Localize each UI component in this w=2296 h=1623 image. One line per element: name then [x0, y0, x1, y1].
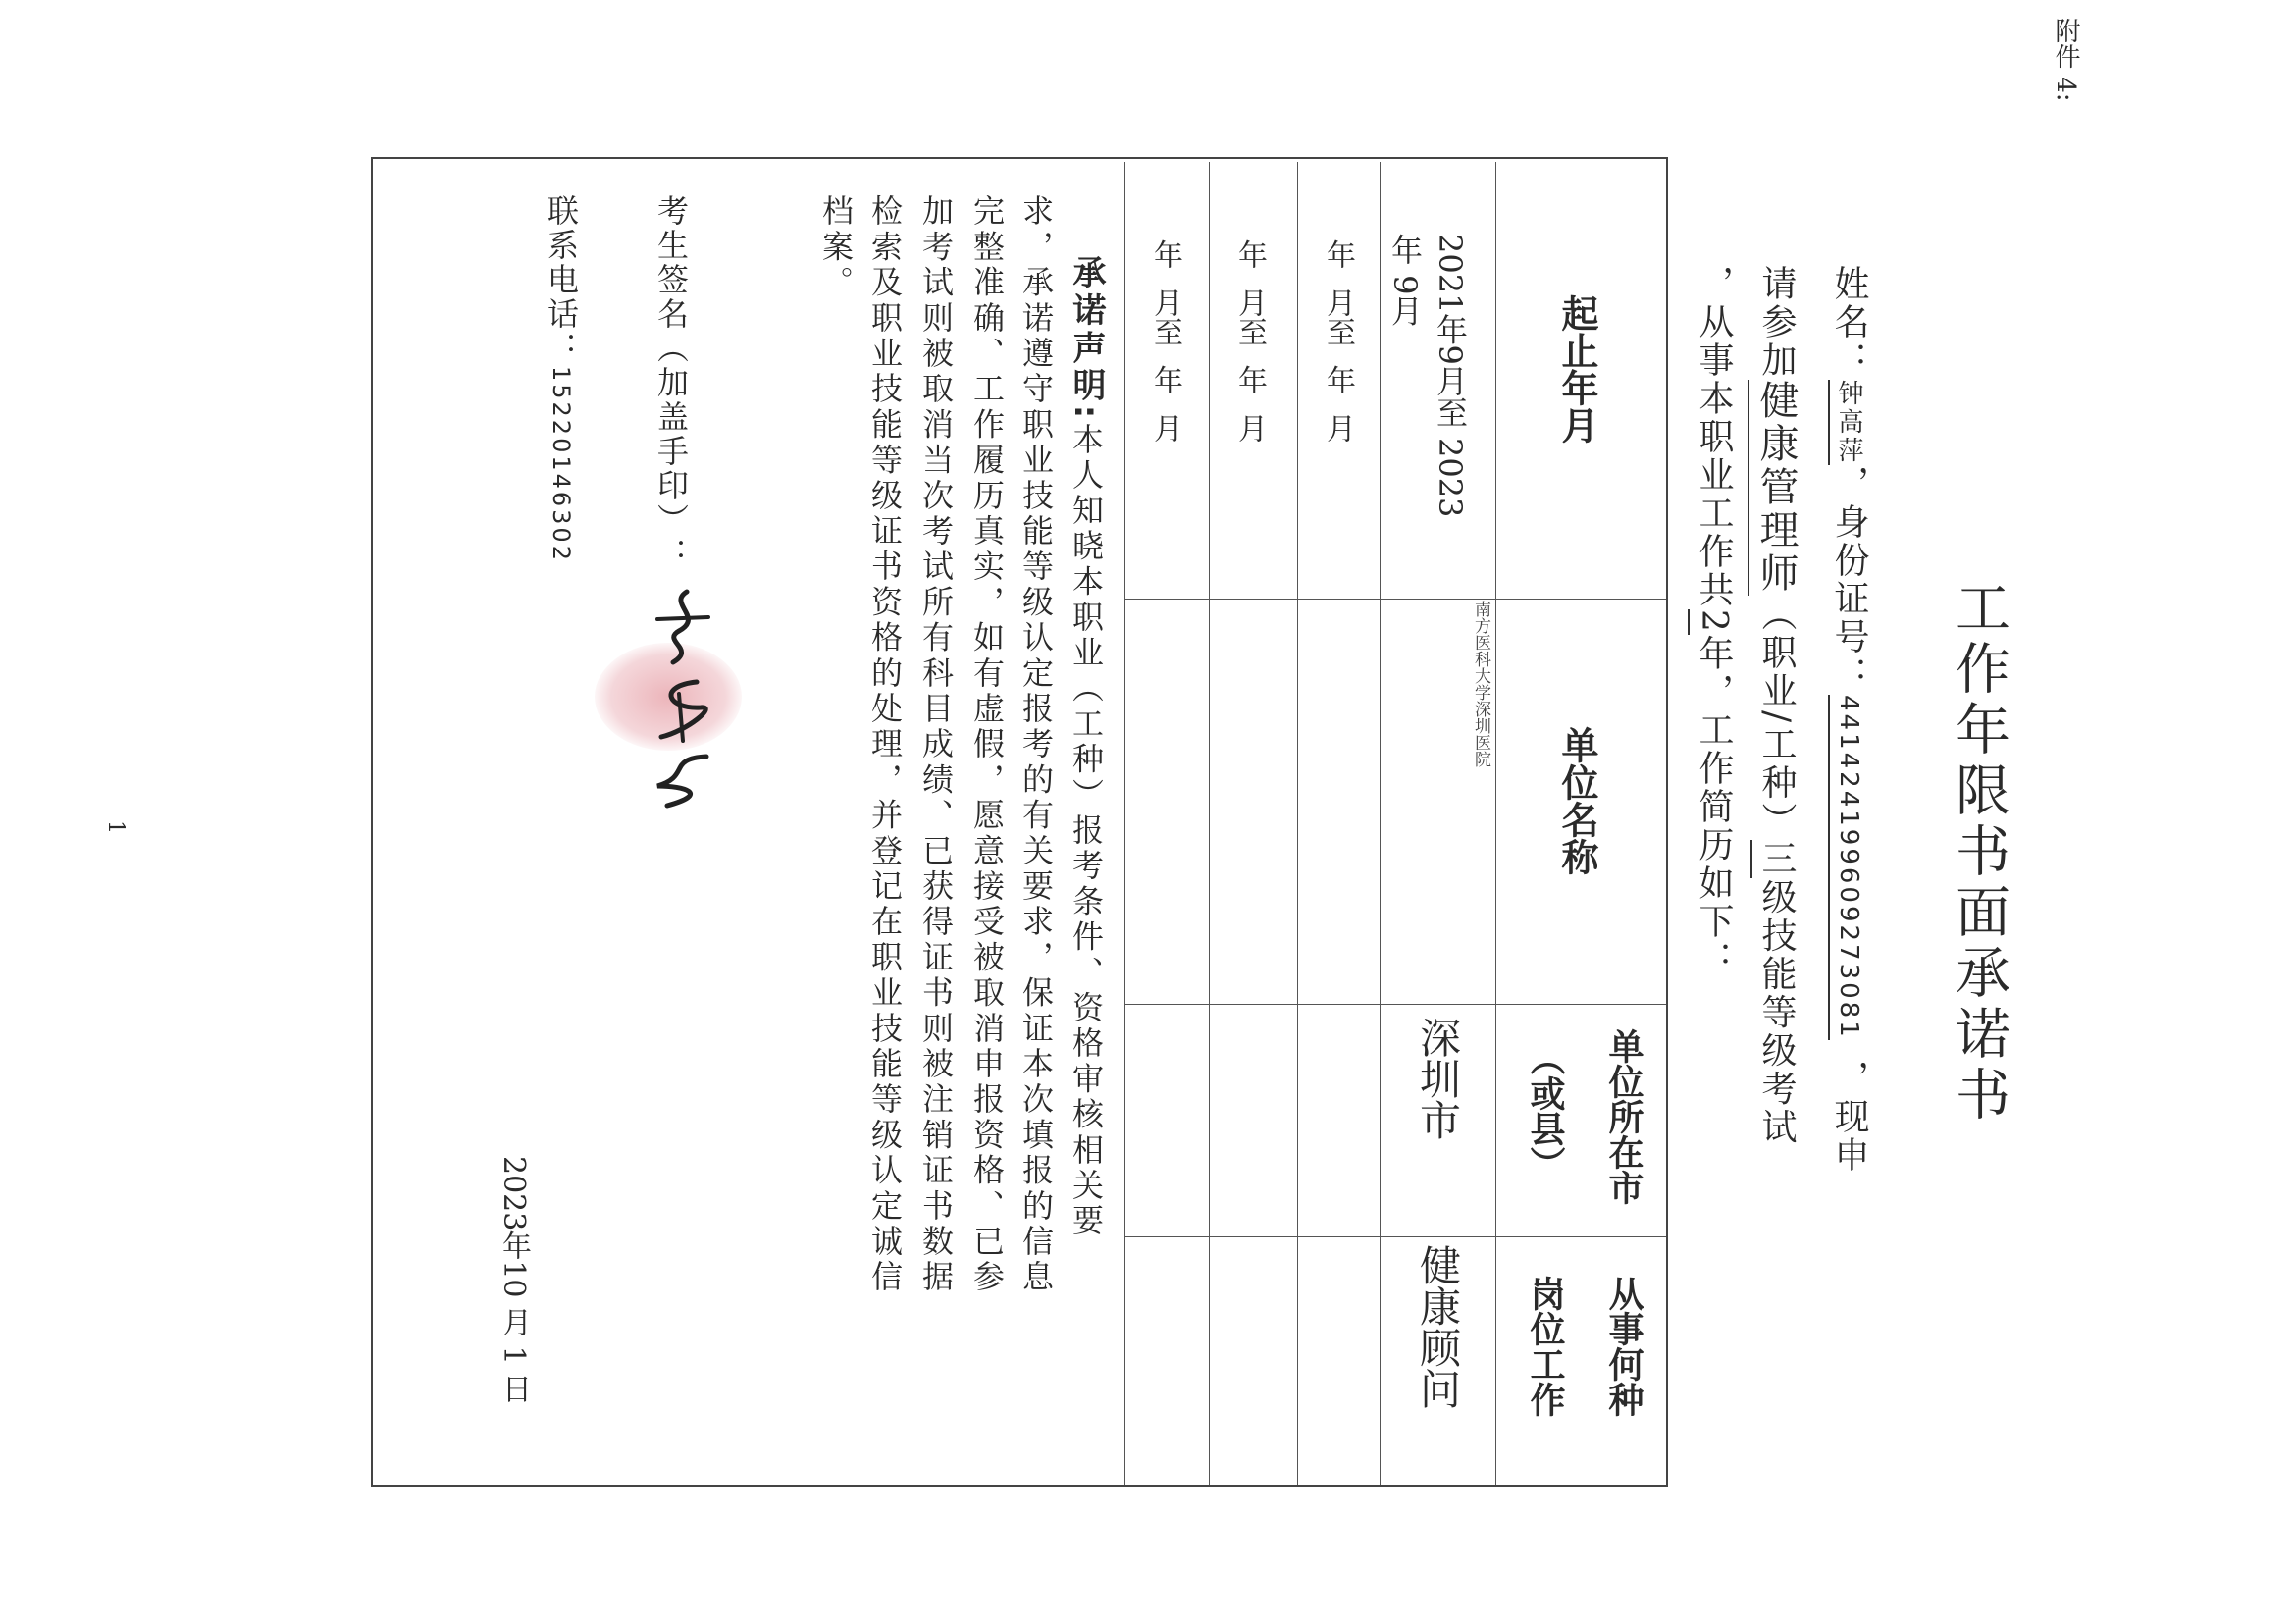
row-3-period: 年 月至 年 月	[1232, 239, 1267, 444]
pledge-text-1: 本人知晓本职业（工种）报考条件、资格审核相关要	[1068, 422, 1105, 1240]
pledge-line-4: 加考试则被取消当次考试所有科目成绩、已获得证书则被注销证书数据	[917, 194, 955, 1296]
row-2-period: 年 月至 年 月	[1321, 239, 1355, 444]
page-number: 1	[103, 820, 128, 834]
pledge-line-1	[1067, 255, 1106, 1240]
row-1-period-line-1: 2021年9月至 2023	[1432, 234, 1469, 518]
row-1-job: 健康顾问	[1414, 1244, 1462, 1409]
pledge-line-2: 求，承诺遵守职业技能等级认定报考的有关要求，保证本次填报的信息	[1018, 194, 1055, 1296]
row-1-unit: 南方医科大学深圳医院	[1471, 601, 1490, 767]
intro-line-3-end: 年，工作简历如下：	[1694, 634, 1734, 979]
header-unit: 单位名称	[1555, 726, 1598, 875]
years-value: 2	[1688, 609, 1734, 635]
header-city-line-1: 单位所在市	[1603, 1028, 1644, 1205]
name-value: 钟高萍	[1828, 380, 1863, 465]
row-1-city: 深圳市	[1414, 1017, 1462, 1140]
pledge-line-6: 档案。	[817, 194, 855, 301]
intro-line-2-end: 级技能等级考试	[1756, 878, 1797, 1147]
phone-value: 15220146302	[548, 366, 575, 563]
table-rule	[1380, 162, 1381, 1485]
table-rule	[1209, 162, 1210, 1485]
occupation-suffix: （职业/工种）	[1756, 596, 1797, 841]
phone-label: 联系电话：	[543, 194, 580, 366]
pledge-line-3: 完整准确、工作履历真实，如有虚假，愿意接受被取消申报资格、已参	[968, 194, 1006, 1296]
table-rule	[1124, 1236, 1666, 1237]
signature-label: 考生签名（加盖手印）：	[652, 194, 690, 572]
header-job-line-2: 岗位工作	[1525, 1276, 1565, 1417]
table-rule	[1297, 162, 1298, 1485]
row-1-period-line-2: 年 9月	[1386, 234, 1424, 327]
phone-row	[543, 194, 580, 563]
id-label: ，身份证号：	[1829, 465, 1869, 695]
header-period: 起止年月	[1555, 294, 1598, 444]
intro-line-1-end: ，现申	[1829, 1059, 1869, 1175]
intro-line-2	[1753, 265, 1799, 1147]
occupation-value: 健康管理师	[1748, 380, 1799, 596]
header-city-line-2: （或县）	[1525, 1040, 1565, 1181]
attachment-label: 附件 4:	[2051, 18, 2080, 102]
signature-date: 2023年10 月 1 日	[496, 1156, 531, 1404]
years-prefix: ，从事本职业工作共	[1694, 265, 1734, 609]
name-label: 姓名：	[1829, 265, 1869, 380]
handwritten-signature	[628, 584, 736, 810]
intro-line-3	[1694, 265, 1734, 979]
table-rule	[1124, 162, 1125, 1485]
table-rule	[1124, 1004, 1666, 1005]
table-rule	[1495, 162, 1496, 1485]
level-value: 三	[1750, 840, 1797, 878]
pledge-line-5: 检索及职业技能等级证书资格的处理，并登记在职业技能等级认定诚信	[866, 194, 904, 1296]
pledge-heading: 承诺声明:	[1067, 255, 1106, 423]
table-rule	[1124, 599, 1666, 600]
row-4-period: 年 月至 年 月	[1148, 239, 1182, 444]
apply-prefix: 请参加	[1756, 265, 1797, 380]
document-title: 工作年限书面承诺书	[1947, 579, 2010, 1126]
intro-line-1	[1829, 265, 1869, 1175]
id-value: 441424199609273081	[1828, 695, 1863, 1040]
header-job-line-1: 从事何种	[1603, 1276, 1644, 1417]
